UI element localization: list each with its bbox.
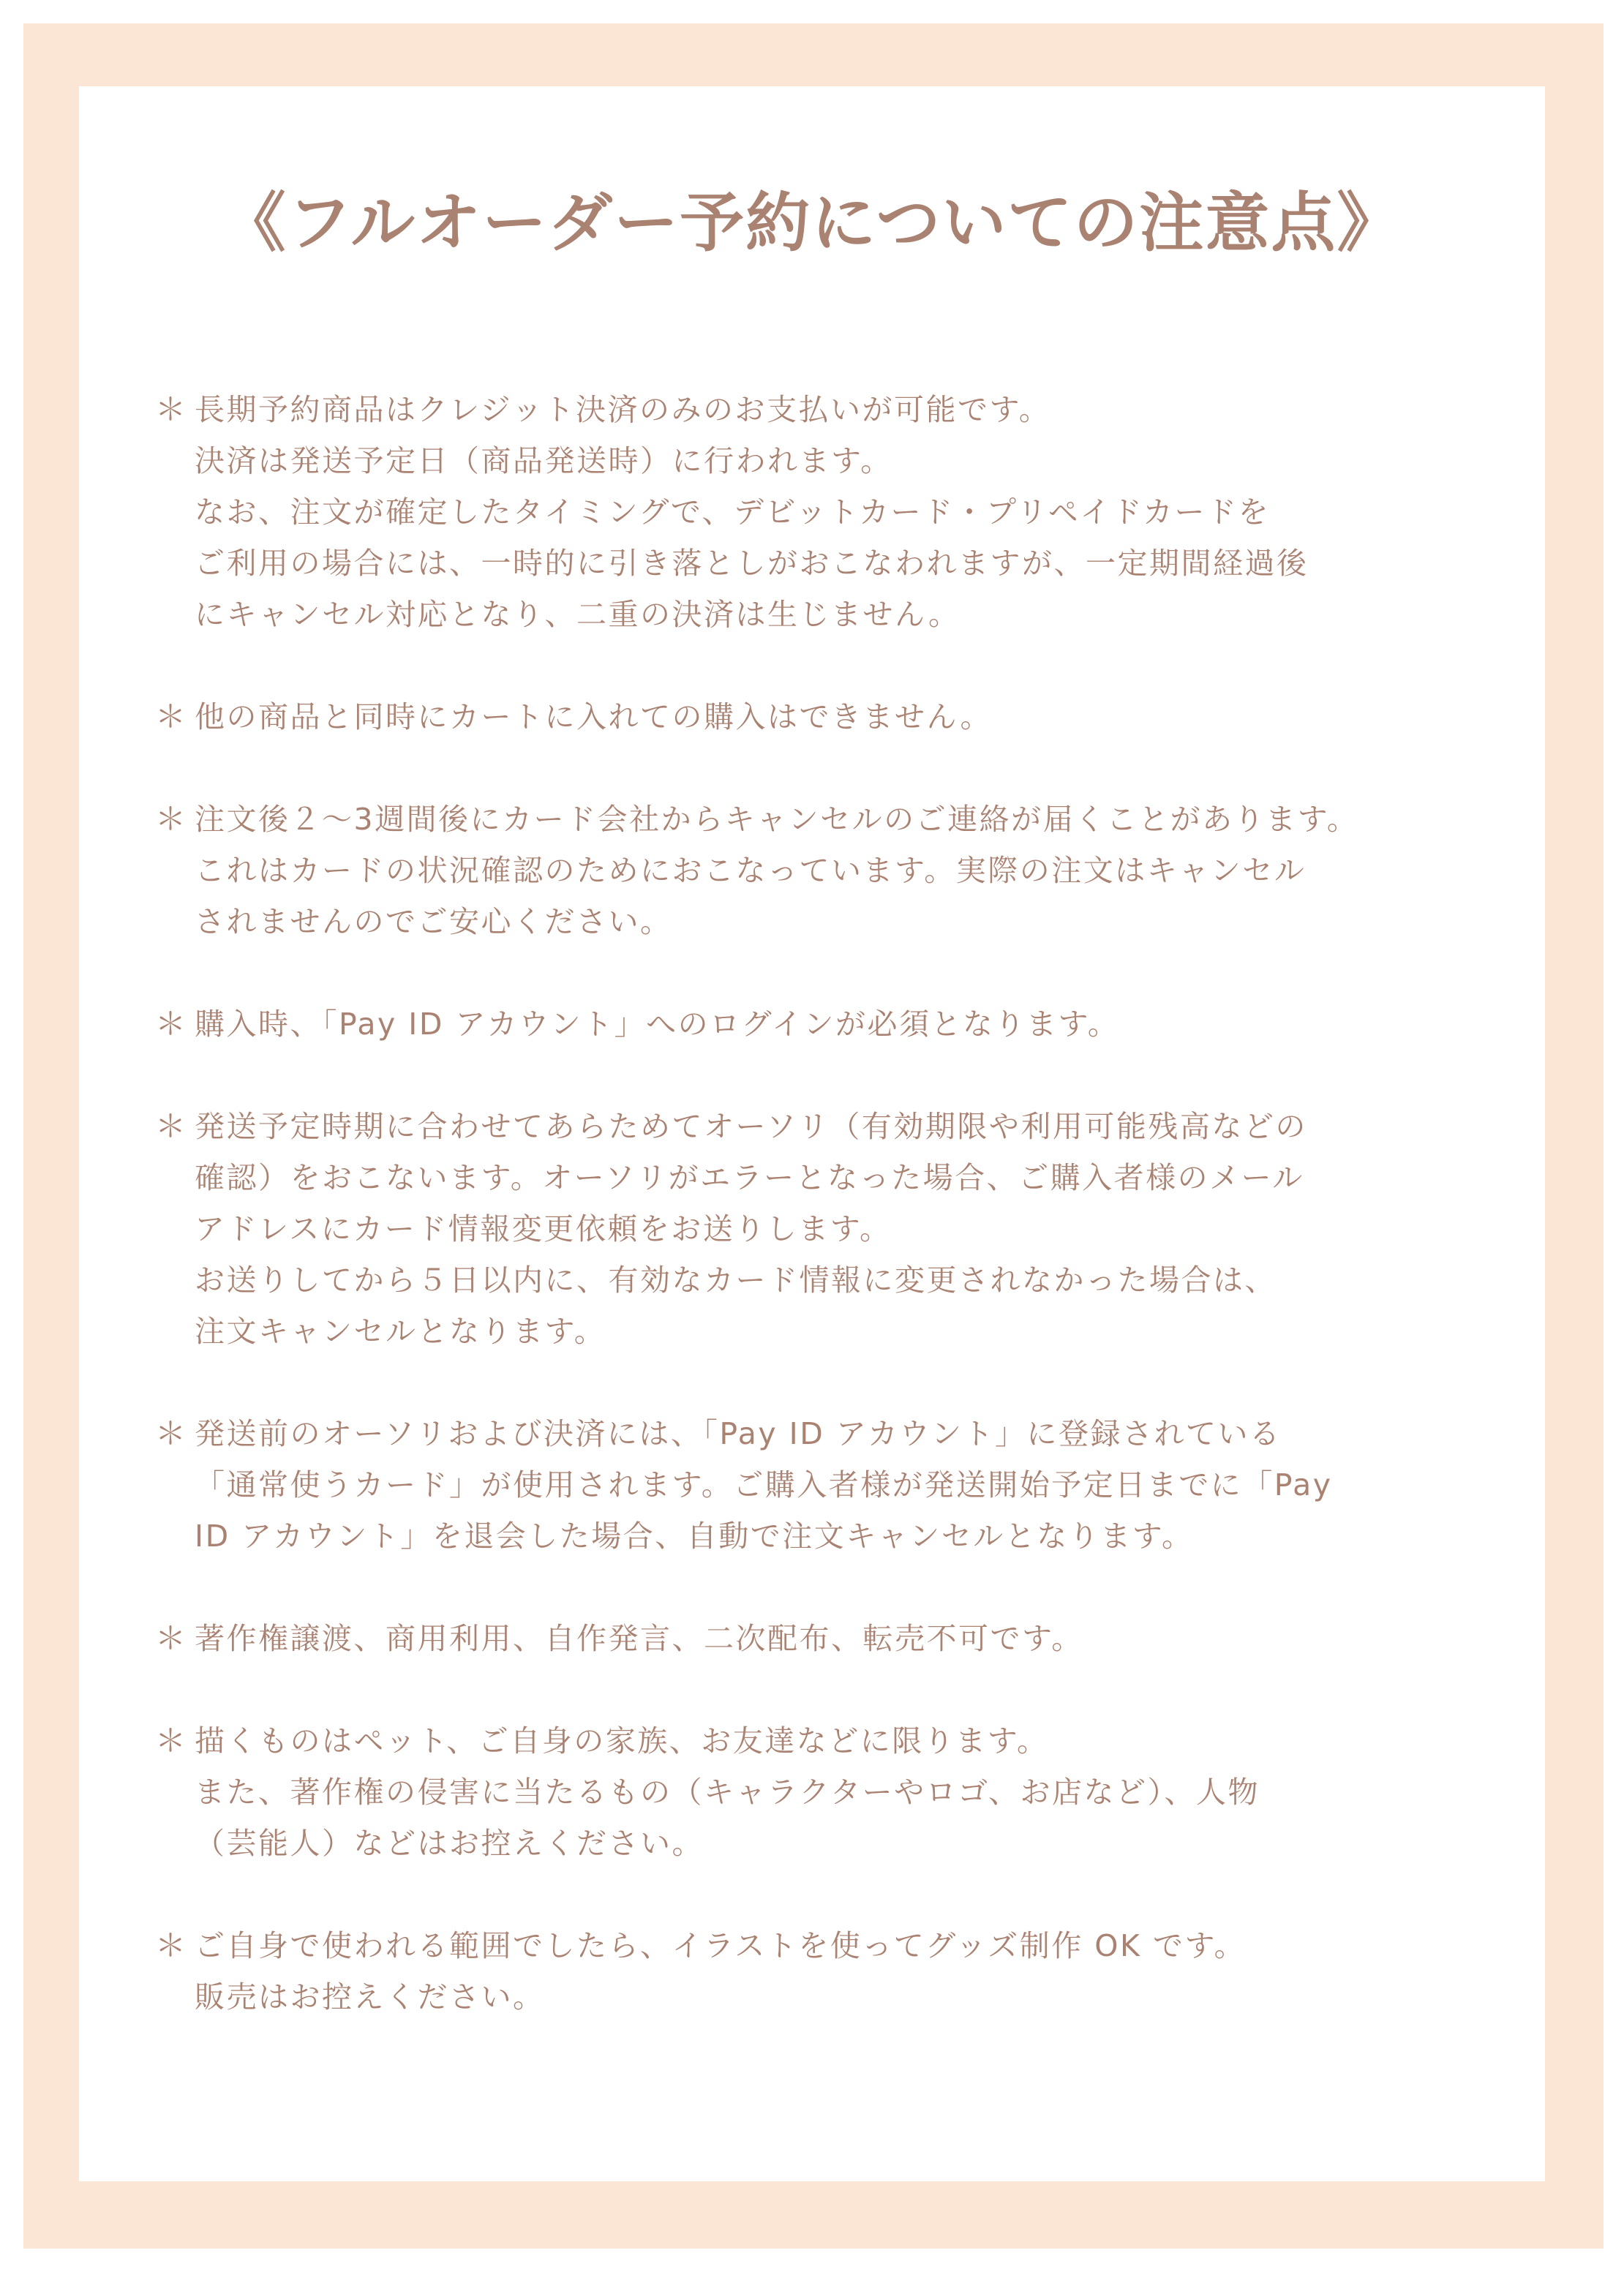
bullet-asterisk: ＊ xyxy=(155,1927,187,1963)
note-item xyxy=(155,1613,1486,1664)
bullet-asterisk: ＊ xyxy=(155,699,187,734)
note-line: 決済は発送予定日（商品発送時）に行われます。 xyxy=(195,443,892,478)
note-line: にキャンセル対応となり、二重の決済は生じません。 xyxy=(195,597,961,632)
note-line: 発送前のオーソリおよび決済には、「Pay ID アカウント」に登録されている xyxy=(195,1416,1282,1451)
page-title: 《フルオーダー予約についての注意点》 xyxy=(221,185,1403,260)
note-line: 注文後２〜3週間後にカード会社からキャンセルのご連絡が届くことがあります。 xyxy=(195,802,1359,837)
bullet-asterisk: ＊ xyxy=(155,801,187,837)
note-line: なお、注文が確定したタイミングで、デビットカード・プリペイドカードを xyxy=(195,494,1270,530)
note-item xyxy=(155,1715,1486,1869)
note-item xyxy=(155,998,1486,1050)
note-line: 購入時、「Pay ID アカウント」へのログインが必須となります。 xyxy=(195,1007,1120,1042)
note-line: （芸能人）などはお控えください。 xyxy=(195,1826,704,1861)
note-line: ご自身で使われる範囲でしたら、イラストを使ってグッズ制作 OK です。 xyxy=(195,1928,1247,1963)
note-item xyxy=(155,1920,1486,2023)
note-line: ID アカウント」を退会した場合、自動で注文キャンセルとなります。 xyxy=(195,1519,1194,1554)
bullet-asterisk: ＊ xyxy=(155,1620,187,1656)
note-line: されませんのでご安心ください。 xyxy=(195,904,672,939)
note-line: これはカードの状況確認のためにおこなっています。実際の注文はキャンセル xyxy=(195,853,1307,888)
note-line: 販売はお控えください。 xyxy=(195,1979,545,2015)
bullet-asterisk: ＊ xyxy=(155,1415,187,1451)
note-item xyxy=(155,1101,1486,1357)
note-item xyxy=(155,384,1486,640)
note-item xyxy=(155,691,1486,742)
note-item xyxy=(155,794,1486,947)
note-line: 「通常使うカード」が使用されます。ご購入者様が発送開始予定日までに「Pay xyxy=(195,1467,1333,1502)
note-line: 長期予約商品はクレジット決済のみのお支払いが可能です。 xyxy=(195,392,1051,427)
note-line: ご利用の場合には、一時的に引き落としがおこなわれますが、一定期間経過後 xyxy=(195,546,1309,581)
note-line: 著作権譲渡、商用利用、自作発言、二次配布、転売不可です。 xyxy=(195,1621,1083,1656)
bullet-asterisk: ＊ xyxy=(155,1108,187,1144)
bullet-asterisk: ＊ xyxy=(155,391,187,427)
bullet-asterisk: ＊ xyxy=(155,1723,187,1758)
note-item xyxy=(155,1408,1486,1562)
note-line: 描くものはペット、ご自身の家族、お友達などに限ります。 xyxy=(195,1723,1049,1758)
bullet-asterisk: ＊ xyxy=(155,1006,187,1042)
note-line: 発送予定時期に合わせてあらためてオーソリ（有効期限や利用可能残高などの xyxy=(195,1109,1307,1144)
notes-list xyxy=(155,384,1486,2074)
note-line: 他の商品と同時にカートに入れての購入はできません。 xyxy=(195,699,992,734)
note-line: 確認）をおこないます。オーソリがエラーとなった場合、ご購入者様のメール xyxy=(195,1160,1304,1195)
note-line: また、著作権の侵害に当たるもの（キャラクターやロゴ、お店など）、人物 xyxy=(195,1775,1260,1810)
note-line: 注文キャンセルとなります。 xyxy=(195,1314,606,1349)
note-line: お送りしてから５日以内に、有効なカード情報に変更されなかった場合は、 xyxy=(195,1263,1277,1298)
note-line: アドレスにカード情報変更依頼をお送りします。 xyxy=(195,1211,892,1246)
